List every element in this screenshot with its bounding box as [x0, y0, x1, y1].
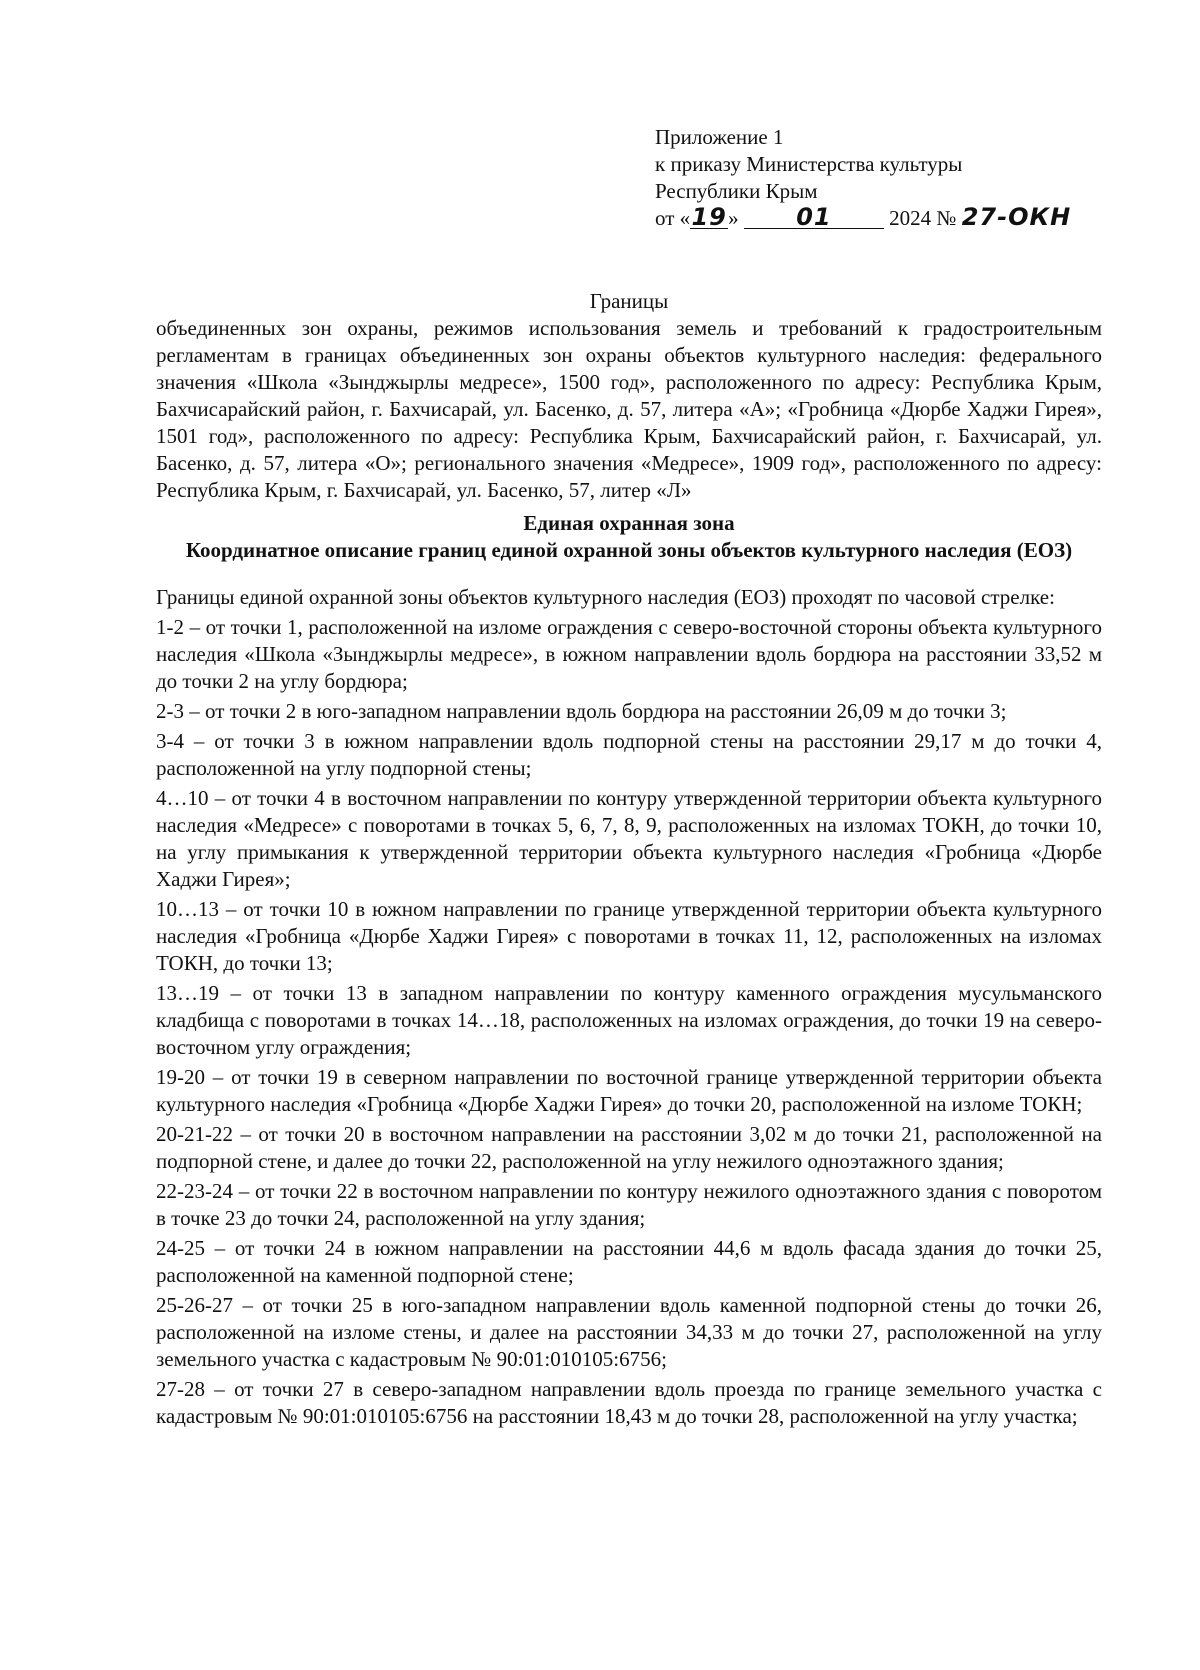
appendix-line-3: Республики Крым: [655, 179, 818, 203]
paragraph-27-28: 27-28 – от точки 27 в северо-западном направлении вдоль проезда по границе земельного участка с кадастровым № 90:01:010105:6756 на расстоянии 18,43 м до точки 28, расположенной на углу участка;: [156, 1377, 1102, 1428]
paragraph-2-3: 2-3 – от точки 2 в юго-западном направлении вдоль бордюра на расстоянии 26,09 м до точки 3;: [156, 699, 1007, 723]
document-heading: Границы: [589, 289, 669, 313]
date-day-handwritten: 19: [691, 203, 727, 231]
paragraph-intro: Границы единой охранной зоны объектов культурного наследия (ЕОЗ) проходят по часовой стрелке:: [156, 585, 1055, 609]
paragraph-10-13: 10…13 – от точки 10 в южном направлении по границе утвержденной территории объекта культурного наследия «Гробница «Дюрбе Хаджи Гирея» с поворотами в точках 11, 12, расположенных на изломах ТОКН, до точки 13;: [156, 897, 1102, 975]
coordinate-description-title: Координатное описание границ единой охранной зоны объектов культурного наследия (ЕОЗ): [185, 538, 1073, 562]
paragraph-13-19: 13…19 – от точки 13 в западном направлении по контуру каменного ограждения мусульманского кладбища с поворотами в точках 14…18, расположенных на изломах ограждения, до точки 19 на северо-восточном углу ограждения;: [156, 981, 1102, 1059]
paragraph-24-25: 24-25 – от точки 24 в южном направлении на расстоянии 44,6 м вдоль фасада здания до точки 25, расположенной на каменной подпорной стене;: [156, 1236, 1102, 1287]
date-month-handwritten: 01: [744, 206, 884, 229]
appendix-date-line: [655, 205, 1072, 232]
paragraph-20-22: 20-21-22 – от точки 20 в восточном направлении на расстоянии 3,02 м до точки 21, расположенной на подпорной стене, и далее до точки 22, расположенной на углу нежилого одноэтажного здания;: [156, 1122, 1102, 1173]
appendix-line-1: Приложение 1: [655, 125, 784, 149]
document-description: объединенных зон охраны, режимов использования земель и требований к градостроительным регламентам в границах объединенных зон охраны объектов культурного наследия: федерального значения «Школа «Зынджырлы медресе», 1500 год», расположенного по адресу: Республика Крым, Бахчисарайский район, г. Бахчисарай, ул. Басенко, д. 57, литера «А»; «Гробница «Дюрбе Хаджи Гирея», 1501 год», расположенного по адресу: Республика Крым, Бахчисарайский район, г. Бахчисарай, ул. Басенко, д. 57, литера «О»; регионального значения «Медресе», 1909 год», расположенного по адресу: Республика Крым, г. Бахчисарай, ул. Басенко, 57, литер «Л»: [156, 316, 1102, 502]
paragraph-25-27: 25-26-27 – от точки 25 в юго-западном направлении вдоль каменной подпорной стены до точки 26, расположенной на изломе стены, и далее на расстоянии 34,33 м до точки 27, расположенной на углу земельного участка с кадастровым № 90:01:010105:6756;: [156, 1293, 1102, 1371]
paragraph-22-24: 22-23-24 – от точки 22 в восточном направлении по контуру нежилого одноэтажного здания с поворотом в точке 23 до точки 24, расположенной на углу здания;: [156, 1179, 1102, 1230]
appendix-line-2: к приказу Министерства культуры: [655, 152, 963, 176]
date-year-number-label: 2024 №: [889, 206, 957, 230]
zone-title: Единая охранная зона: [523, 511, 735, 535]
paragraph-1-2: 1-2 – от точки 1, расположенной на изломе ограждения с северо-восточной стороны объекта культурного наследия «Школа «Зынджырлы медресе», в южном направлении вдоль бордюра на расстоянии 33,52 м до точки 2 на углу бордюра;: [156, 615, 1102, 693]
order-number-handwritten: 27-ОКН: [961, 203, 1072, 231]
date-mid: »: [728, 206, 739, 230]
paragraph-4-10: 4…10 – от точки 4 в восточном направлении по контуру утвержденной территории объекта культурного наследия «Медресе» с поворотами в точках 5, 6, 7, 8, 9, расположенных на изломах ТОКН, до точки 10, на углу примыкания к утвержденной территории объекта культурного наследия «Гробница «Дюрбе Хаджи Гирея»;: [156, 786, 1102, 891]
appendix-block: [655, 124, 1072, 232]
paragraph-3-4: 3-4 – от точки 3 в южном направлении вдоль подпорной стены на расстоянии 29,17 м до точки 4, расположенной на углу подпорной стены;: [156, 729, 1102, 780]
paragraph-19-20: 19-20 – от точки 19 в северном направлении по восточной границе утвержденной территории объекта культурного наследия «Гробница «Дюрбе Хаджи Гирея» до точки 20, расположенной на изломе ТОКН;: [156, 1065, 1102, 1116]
date-prefix: от «: [655, 206, 691, 230]
document-body: [156, 288, 1102, 1433]
